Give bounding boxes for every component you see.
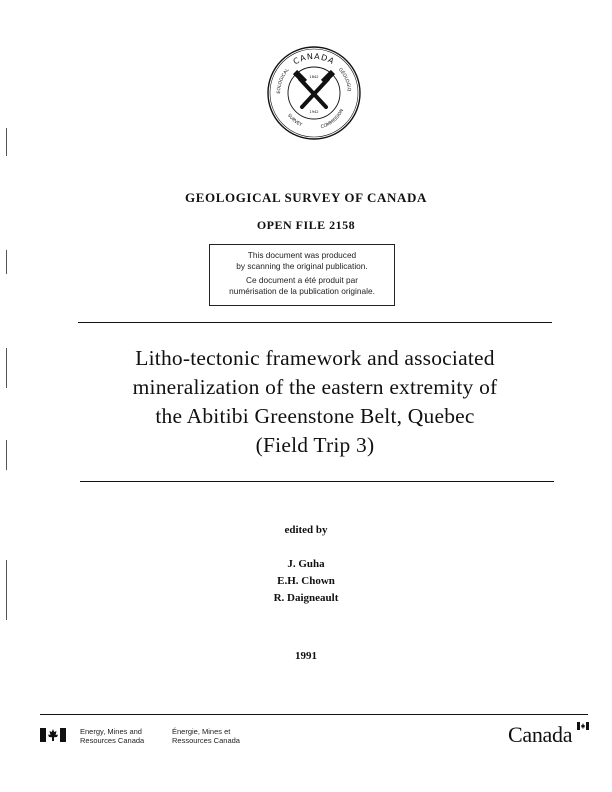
- notice-en-line2: by scanning the original publication.: [236, 260, 368, 271]
- seal-bottom-right-text: COMMISSION: [320, 108, 346, 131]
- survey-seal-logo: [266, 45, 362, 141]
- scan-artifact: [6, 128, 7, 156]
- editor-list: [0, 556, 612, 607]
- title-line-2: mineralization of the eastern extremity of: [132, 375, 498, 399]
- wordmark-flag-icon: [577, 722, 589, 730]
- seal-right-text: GÉOLOGIQ: [337, 67, 351, 92]
- dept-en-line2: Resources Canada: [80, 735, 145, 745]
- agency-name: GEOLOGICAL SURVEY OF CANADA: [185, 190, 427, 205]
- document-title: [60, 344, 570, 460]
- publication-year: 1991: [295, 650, 317, 662]
- dept-fr-line1: Énergie, Mines et: [172, 727, 231, 736]
- scan-artifact: [6, 348, 7, 388]
- seal-left-text: EOLOGICAL: [276, 67, 291, 94]
- canada-wordmark: Canada: [508, 722, 573, 747]
- svg-text:CANADA: [292, 52, 337, 67]
- department-name-fr: [172, 728, 262, 745]
- seal-top-text: CANADA: [291, 51, 337, 67]
- seal-year-bottom: 1942: [309, 110, 319, 114]
- dept-en-line1: Energy, Mines and: [80, 727, 142, 736]
- dept-fr-line2: Ressources Canada: [172, 735, 240, 745]
- divider: [78, 322, 552, 323]
- svg-text:GEOLOGICAL: [266, 45, 291, 94]
- scan-artifact: [6, 250, 7, 274]
- notice-fr-line1: Ce document a été produit par: [245, 275, 359, 285]
- scan-notice-box: [209, 244, 395, 306]
- editor-name: J. Guha: [287, 558, 325, 570]
- seal-bottom-left-text: SURVEY: [286, 113, 303, 129]
- title-line-1: Litho-tectonic framework and associated: [135, 346, 495, 370]
- divider: [80, 481, 554, 482]
- seal-year-top: 1842: [309, 75, 319, 79]
- title-line-3: the Abitibi Greenstone Belt, Quebec: [155, 404, 475, 428]
- edited-by-label: edited by: [284, 524, 328, 536]
- editor-name: R. Daigneault: [273, 592, 339, 604]
- editor-name: E.H. Chown: [277, 575, 335, 587]
- scan-artifact: [6, 440, 7, 470]
- notice-en-line1: This document was produced: [247, 250, 357, 260]
- title-line-4: (Field Trip 3): [255, 433, 375, 457]
- canada-flag-icon: [40, 728, 66, 742]
- notice-fr-line2: numérisation de la publication originale.: [229, 285, 375, 296]
- department-name-en: [80, 728, 160, 745]
- open-file-number: OPEN FILE 2158: [256, 218, 356, 232]
- footer-divider: [40, 714, 588, 715]
